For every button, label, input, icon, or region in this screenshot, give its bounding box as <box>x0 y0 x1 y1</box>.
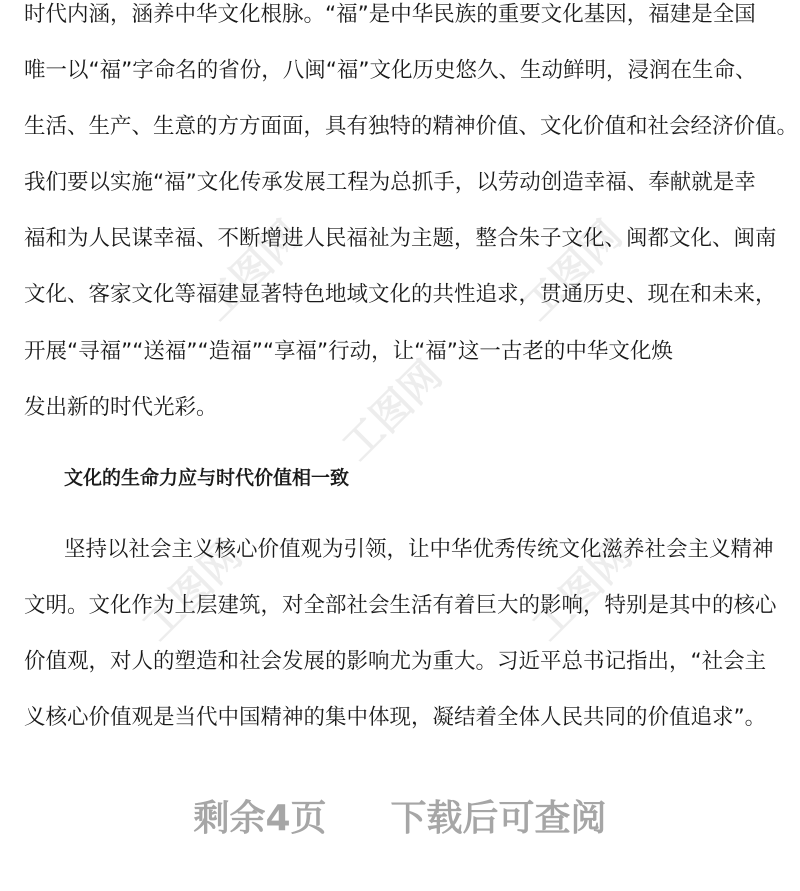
watermark: 工图网 <box>193 212 312 330</box>
download-banner[interactable] <box>0 790 800 841</box>
paragraph-line: 坚持以社会主义核心价值观为引领，让中华优秀传统文化滋养社会主义精神 <box>64 537 774 562</box>
section-heading: 文化的生命力应与时代价值相一致 <box>64 467 350 489</box>
paragraph-line: 文明。文化作为上层建筑，对全部社会生活有着巨大的影响，特别是其中的核心 <box>24 593 777 618</box>
watermark: 工图网 <box>513 212 632 330</box>
watermark: 工图网 <box>133 532 252 650</box>
paragraph-line: 义核心价值观是当代中国精神的集中体现，凝结着全体人民共同的价值追求”。 <box>24 705 767 730</box>
remaining-pages-label: 剩余4页 <box>193 798 327 839</box>
paragraph-line: 文化、客家文化等福建显著特色地域文化的共性追求，贯通历史、现在和未来， <box>24 282 777 307</box>
paragraph-line: 价值观，对人的塑造和社会发展的影响尤为重大。习近平总书记指出，“社会主 <box>24 649 767 674</box>
paragraph-line: 唯一以“福”字命名的省份，八闽“福”文化历史悠久、生动鲜明，浸润在生命、 <box>24 58 757 83</box>
paragraph-line: 开展“寻福”“送福”“造福”“享福”行动，让“福”这一古老的中华文化焕 <box>24 339 673 364</box>
paragraph-line: 发出新的时代光彩。 <box>24 395 218 420</box>
paragraph-line: 时代内涵，涵养中华文化根脉。“福”是中华民族的重要文化基因，福建是全国 <box>24 2 756 27</box>
paragraph-line: 生活、生产、生意的方方面面，具有独特的精神价值、文化价值和社会经济价值。 <box>24 114 799 139</box>
download-prompt-label[interactable]: 下载后可查阅 <box>390 798 607 839</box>
paragraph-line: 我们要以实施“福”文化传承发展工程为总抓手，以劳动创造幸福、奉献就是幸 <box>24 170 756 195</box>
watermark: 工图网 <box>523 532 642 650</box>
watermark: 工图网 <box>333 352 452 470</box>
paragraph-line: 福和为人民谋幸福、不断增进人民福祉为主题，整合朱子文化、闽都文化、闽南 <box>24 226 777 251</box>
